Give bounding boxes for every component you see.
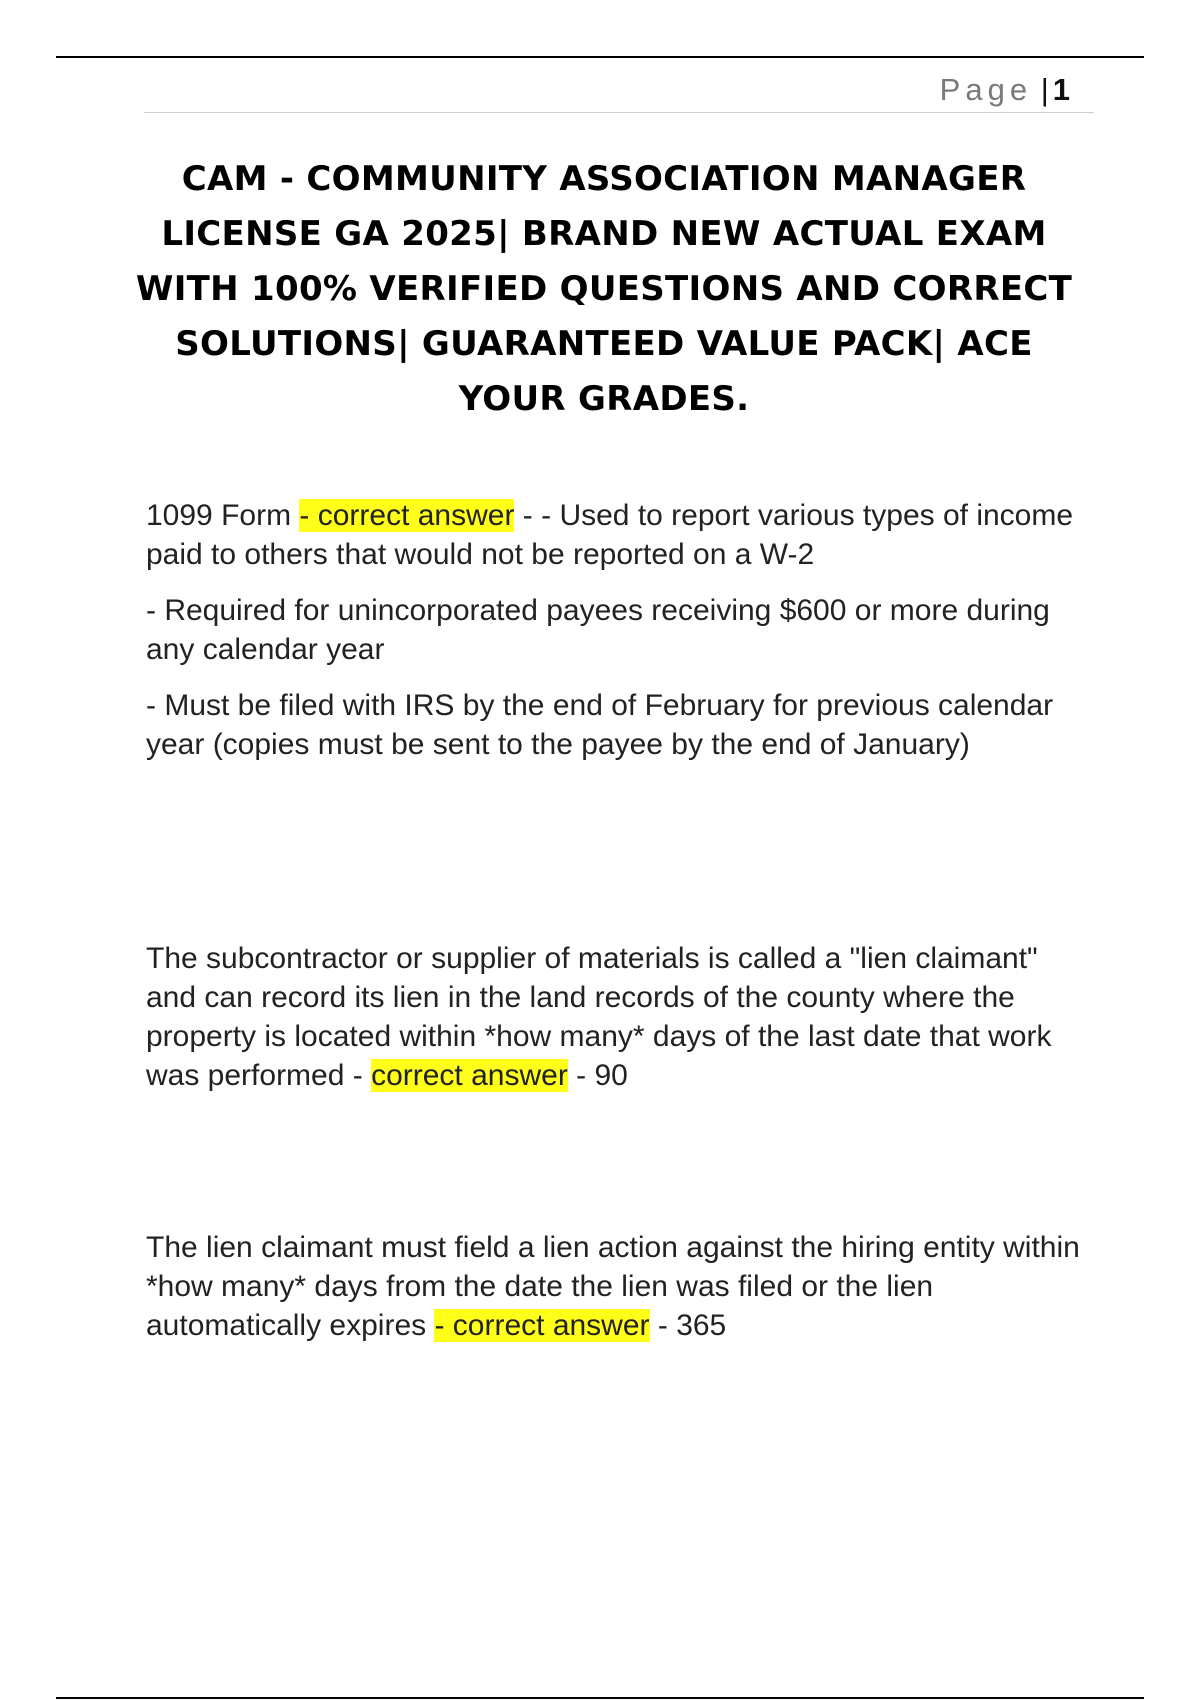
bottom-rule (56, 1697, 1144, 1699)
qa-question-line (146, 1228, 1086, 1345)
answer-line: - Required for unincorporated payees receiving $600 or more during any calendar year (146, 594, 1050, 666)
document-title: CAM - COMMUNITY ASSOCIATION MANAGER LICENSE GA 2025| BRAND NEW ACTUAL EXAM WITH 100% VERIFIED QUESTIONS AND CORRECT SOLUTIONS| GUARANTEED VALUE PACK| ACE YOUR GRADES. (135, 159, 1073, 419)
page-word: Page (939, 72, 1033, 107)
qa-question-line (146, 939, 1086, 1095)
qa-item-lien-action-days (146, 1228, 1086, 1362)
answer-line: - Must be filed with IRS by the end of February for previous calendar year (copies must be sent to the payee by the end of January) (146, 689, 1054, 761)
question-text: The lien claimant must field a lien action against the hiring entity within *how many* days from the date the lien was filed or the lien automatically expires (146, 1231, 1080, 1342)
correct-answer-marker: correct answer (371, 1059, 568, 1092)
page-separator: | (1040, 72, 1049, 107)
question-text: 1099 Form (146, 499, 300, 532)
page-number-value: 1 (1052, 72, 1070, 107)
answer-text: - 90 (567, 1059, 628, 1092)
qa-item-lien-claimant-days (146, 939, 1086, 1112)
correct-answer-marker: - correct answer (299, 499, 515, 532)
top-rule (56, 56, 1144, 58)
qa-question-line (146, 496, 1086, 574)
qa-item-1099-form (146, 496, 1086, 781)
page-header (144, 70, 1094, 113)
answer-text: - 365 (649, 1309, 727, 1342)
question-text: The subcontractor or supplier of materials is called a "lien claimant" and can record its lien in the land records of the county where the property is located within *how many* days of the last date that work was performed - (146, 942, 1052, 1092)
answer-text: - - Used to report various types of income paid to others that would not be reported on a W-2 (146, 499, 1074, 571)
correct-answer-marker: - correct answer (434, 1309, 650, 1342)
page-number (940, 74, 1070, 105)
